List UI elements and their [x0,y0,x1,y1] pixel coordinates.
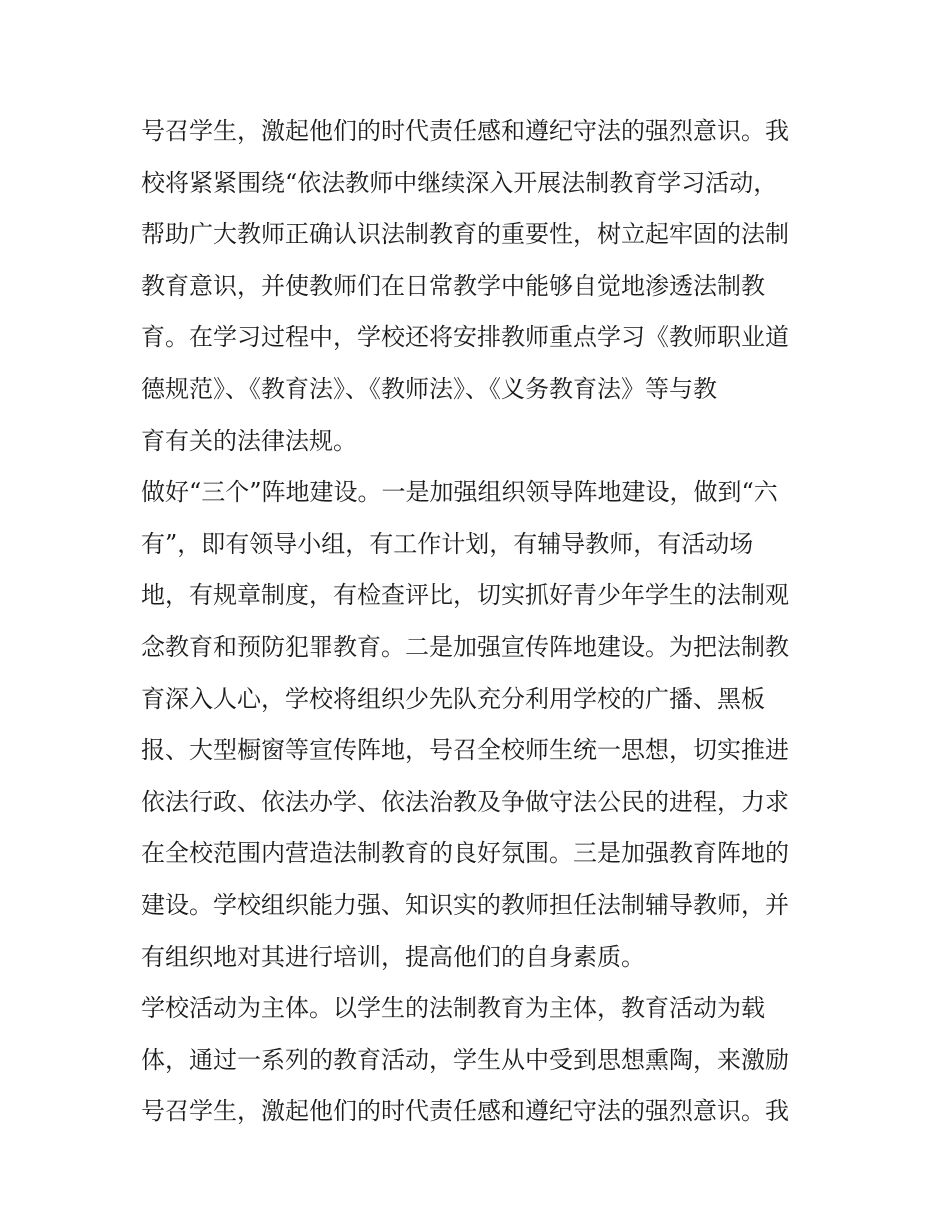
document-body [141,106,821,1138]
text-line: 德规范》、《教育法》、《教师法》、《义务教育法》等与教 [141,374,717,403]
text-line: 有组织地对其进行培训，提高他们的自身素质。 [141,942,645,971]
text-line: 育有关的法律法规。 [141,426,357,455]
text-line: 号召学生，激起他们的时代责任感和遵纪守法的强烈意识。我 [141,1097,789,1126]
text-line: 建设。学校组织能力强、知识实的教师担任法制辅导教师，并 [141,890,789,919]
text-line: 学校活动为主体。以学生的法制教育为主体，教育活动为载 [141,994,765,1023]
text-line: 校将紧紧围绕“依法教师中继续深入开展法制教育学习活动， [141,168,778,197]
text-line: 育深入人心，学校将组织少先队充分利用学校的广播、黑板 [141,684,765,713]
text-line: 教育意识，并使教师们在日常教学中能够自觉地渗透法制教 [141,271,765,300]
text-line: 帮助广大教师正确认识法制教育的重要性，树立起牢固的法制 [141,220,789,249]
text-line: 有”，即有领导小组，有工作计划，有辅导教师，有活动场 [141,529,754,558]
text-line: 做好“三个”阵地建设。一是加强组织领导阵地建设，做到“六 [141,478,778,507]
text-line: 地，有规章制度，有检查评比，切实抓好青少年学生的法制观 [141,581,789,610]
text-line: 体，通过一系列的教育活动，学生从中受到思想熏陶，来激励 [141,1045,789,1074]
text-line: 育。在学习过程中，学校还将安排教师重点学习《教师职业道 [141,323,789,352]
text-line: 报、大型橱窗等宣传阵地，号召全校师生统一思想，切实推进 [141,736,789,765]
text-line: 在全校范围内营造法制教育的良好氛围。三是加强教育阵地的 [141,839,789,868]
text-line: 念教育和预防犯罪教育。二是加强宣传阵地建设。为把法制教 [141,632,789,661]
text-line: 依法行政、依法办学、依法治教及争做守法公民的进程，力求 [141,787,789,816]
text-line: 号召学生，激起他们的时代责任感和遵纪守法的强烈意识。我 [141,117,789,145]
